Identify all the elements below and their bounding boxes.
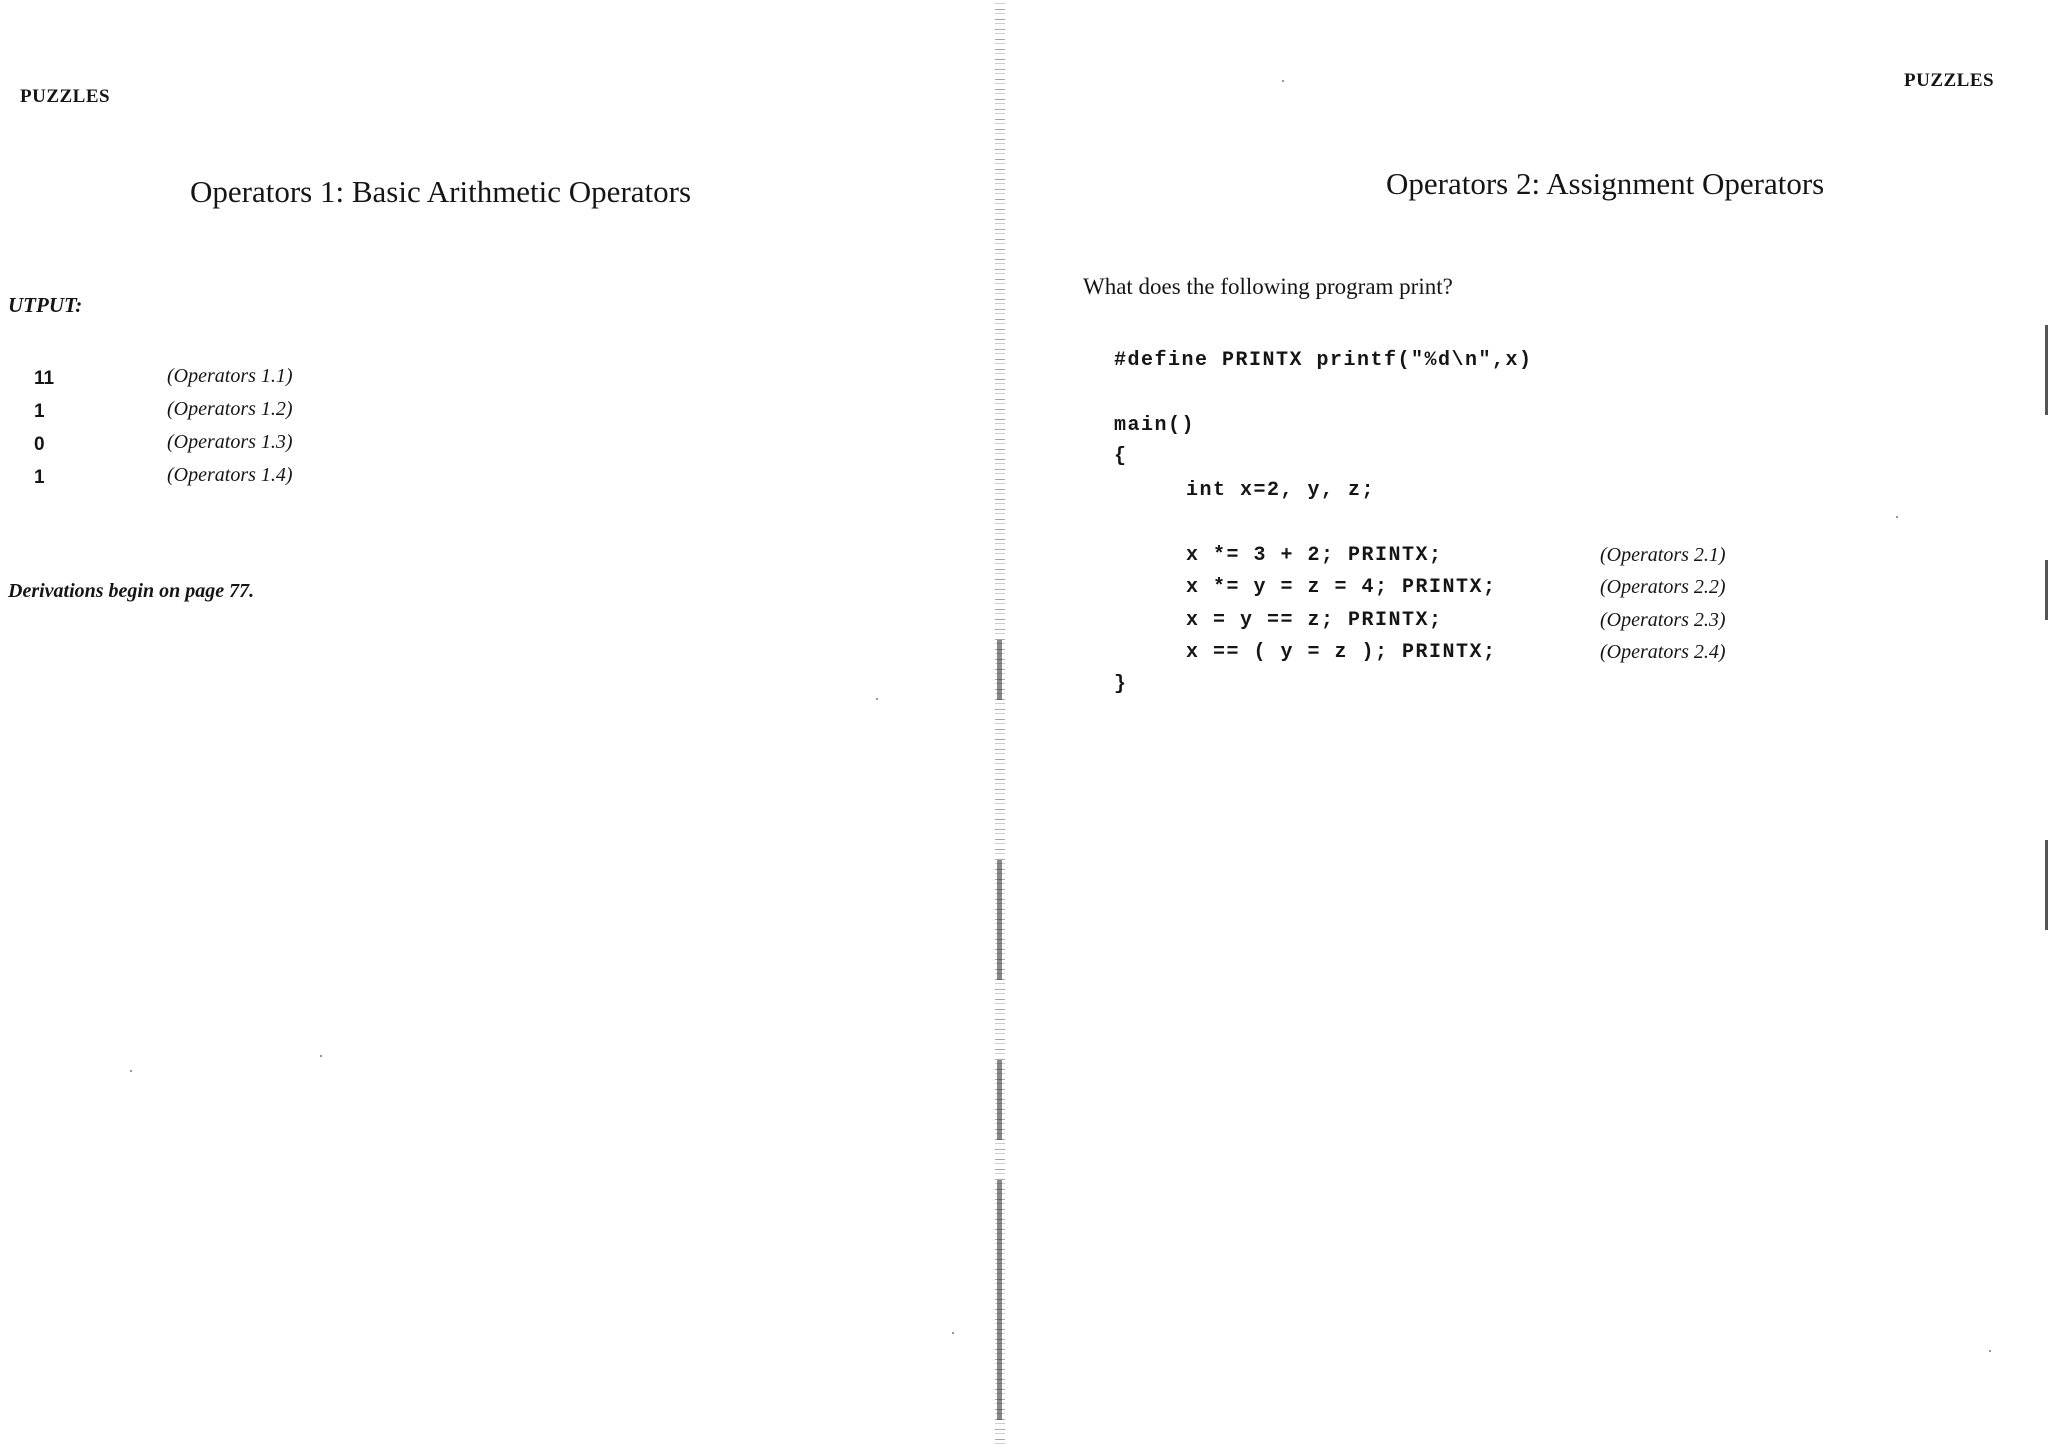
code-reference: (Operators 2.4) bbox=[1600, 641, 1726, 663]
right-running-head: PUZZLES bbox=[1904, 70, 1995, 91]
code-statement-line bbox=[1186, 638, 1497, 668]
output-row bbox=[34, 464, 434, 499]
scan-speck bbox=[952, 1332, 954, 1334]
code-text: main() bbox=[1114, 414, 1196, 437]
code-text: x *= 3 + 2; PRINTX; bbox=[1186, 544, 1443, 567]
code-text: #define PRINTX printf("%d\n",x) bbox=[1114, 349, 1533, 372]
code-text: x == ( y = z ); PRINTX; bbox=[1186, 641, 1497, 664]
output-label: UTPUT: bbox=[8, 293, 83, 317]
output-reference: (Operators 1.3) bbox=[167, 431, 293, 453]
scan-speck bbox=[1989, 1350, 1991, 1352]
code-close-brace bbox=[1114, 670, 1186, 700]
output-value: 1 bbox=[34, 401, 45, 422]
right-page-title: Operators 2: Assignment Operators bbox=[1386, 166, 1825, 201]
question-text: What does the following program print? bbox=[1083, 274, 1453, 299]
output-row bbox=[34, 398, 434, 433]
code-statement-line bbox=[1186, 606, 1443, 636]
scan-speck bbox=[876, 698, 878, 700]
code-define-line bbox=[1114, 346, 1533, 376]
code-text: } bbox=[1114, 673, 1128, 696]
left-page-title: Operators 1: Basic Arithmetic Operators bbox=[190, 174, 692, 209]
output-reference: (Operators 1.1) bbox=[167, 365, 293, 387]
code-text: { bbox=[1114, 445, 1128, 468]
code-reference: (Operators 2.1) bbox=[1600, 544, 1726, 566]
scan-speck bbox=[130, 1070, 132, 1072]
code-text: int x=2, y, z; bbox=[1186, 479, 1376, 502]
output-value: 1 bbox=[34, 467, 45, 488]
code-statement-line bbox=[1186, 573, 1497, 603]
output-row bbox=[34, 365, 434, 400]
code-statement-line bbox=[1186, 541, 1443, 571]
derivations-note: Derivations begin on page 77. bbox=[8, 580, 255, 602]
scan-speck bbox=[1282, 80, 1284, 82]
output-reference: (Operators 1.2) bbox=[167, 398, 293, 420]
output-reference: (Operators 1.4) bbox=[167, 464, 293, 486]
code-text: x *= y = z = 4; PRINTX; bbox=[1186, 576, 1497, 599]
output-value: 0 bbox=[34, 434, 45, 455]
code-declaration-line bbox=[1186, 476, 1376, 506]
code-reference: (Operators 2.2) bbox=[1600, 576, 1726, 598]
book-gutter bbox=[995, 0, 1005, 1449]
code-main-line bbox=[1114, 411, 1196, 441]
code-text: x = y == z; PRINTX; bbox=[1186, 609, 1443, 632]
code-open-brace bbox=[1114, 442, 1186, 472]
code-reference: (Operators 2.3) bbox=[1600, 609, 1726, 631]
scan-speck bbox=[1896, 516, 1898, 518]
scan-speck bbox=[320, 1055, 322, 1057]
left-running-head: PUZZLES bbox=[20, 86, 111, 107]
output-row bbox=[34, 431, 434, 466]
output-value: 11 bbox=[34, 368, 55, 389]
